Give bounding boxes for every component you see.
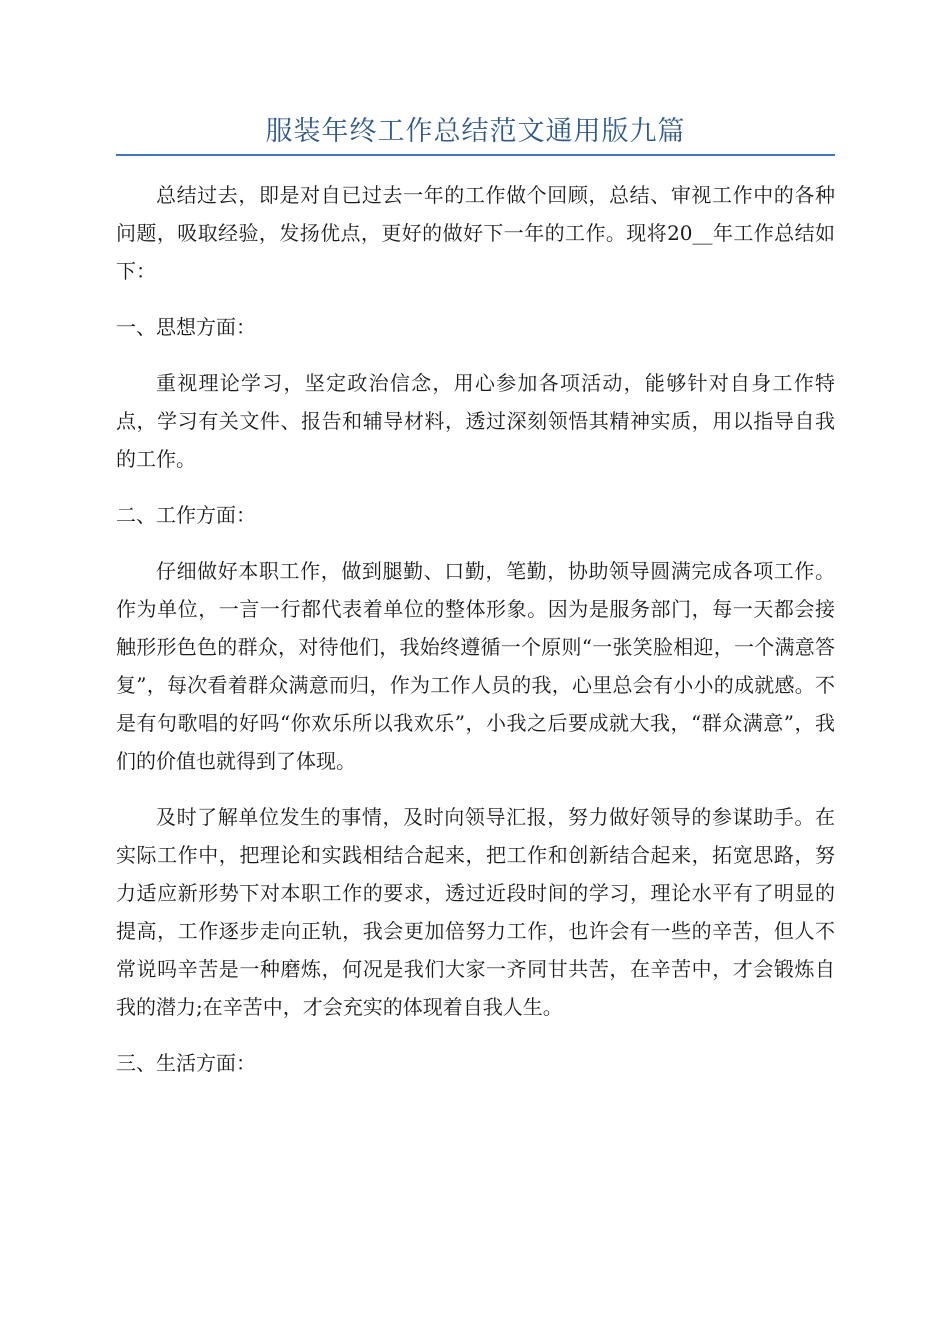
section-paragraph-work-2: 及时了解单位发生的事情，及时向领导汇报，努力做好领导的参谋助手。在实际工作中，把理论和实践相结合起来，把工作和创新结合起来，拓宽思路，努力适应新形势下对本职工作的要求，透过近段时间的学习，理论水平有了明显的提高，工作逐步走向正轨，我会更加倍努力工作，也许会有一些的辛苦，但人不常说吗辛苦是一种磨炼，何况是我们大家一齐同甘共苦，在辛苦中，才会锻炼自我的潜力;在辛苦中，才会充实的体现着自我人生。 [116,805,835,1019]
document-title: 服装年终工作总结范文通用版九篇 [265,116,686,147]
intro-paragraph: 总结过去，即是对自已过去一年的工作做个回顾，总结、审视工作中的各种问题，吸取经验，发扬优点，更好的做好下一年的工作。现将20__年工作总结如下： [116,183,835,283]
section-heading-work: 二、工作方面： [116,503,256,527]
title-underline [116,154,835,156]
section-paragraph-work-1: 仔细做好本职工作，做到腿勤、口勤，笔勤，协助领导圆满完成各项工作。作为单位，一言一行都代表着单位的整体形象。因为是服务部门，每一天都会接触形形色色的群众，对待他们，我始终遵循一个原则“一张笑脸相迎，一个满意答复”，每次看着群众满意而归，作为工作人员的我，心里总会有小小的成就感。不是有句歌唱的好吗“你欢乐所以我欢乐”，小我之后要成就大我，“群众满意”，我们的价值也就得到了体现。 [116,559,835,773]
section-heading-thought: 一、思想方面： [116,315,256,339]
section-paragraph-thought: 重视理论学习，坚定政治信念，用心参加各项活动，能够针对自身工作特点，学习有关文件、报告和辅导材料，透过深刻领悟其精神实质，用以指导自我的工作。 [116,371,835,471]
document-body [116,176,835,1100]
section-heading-life: 三、生活方面： [116,1051,256,1075]
